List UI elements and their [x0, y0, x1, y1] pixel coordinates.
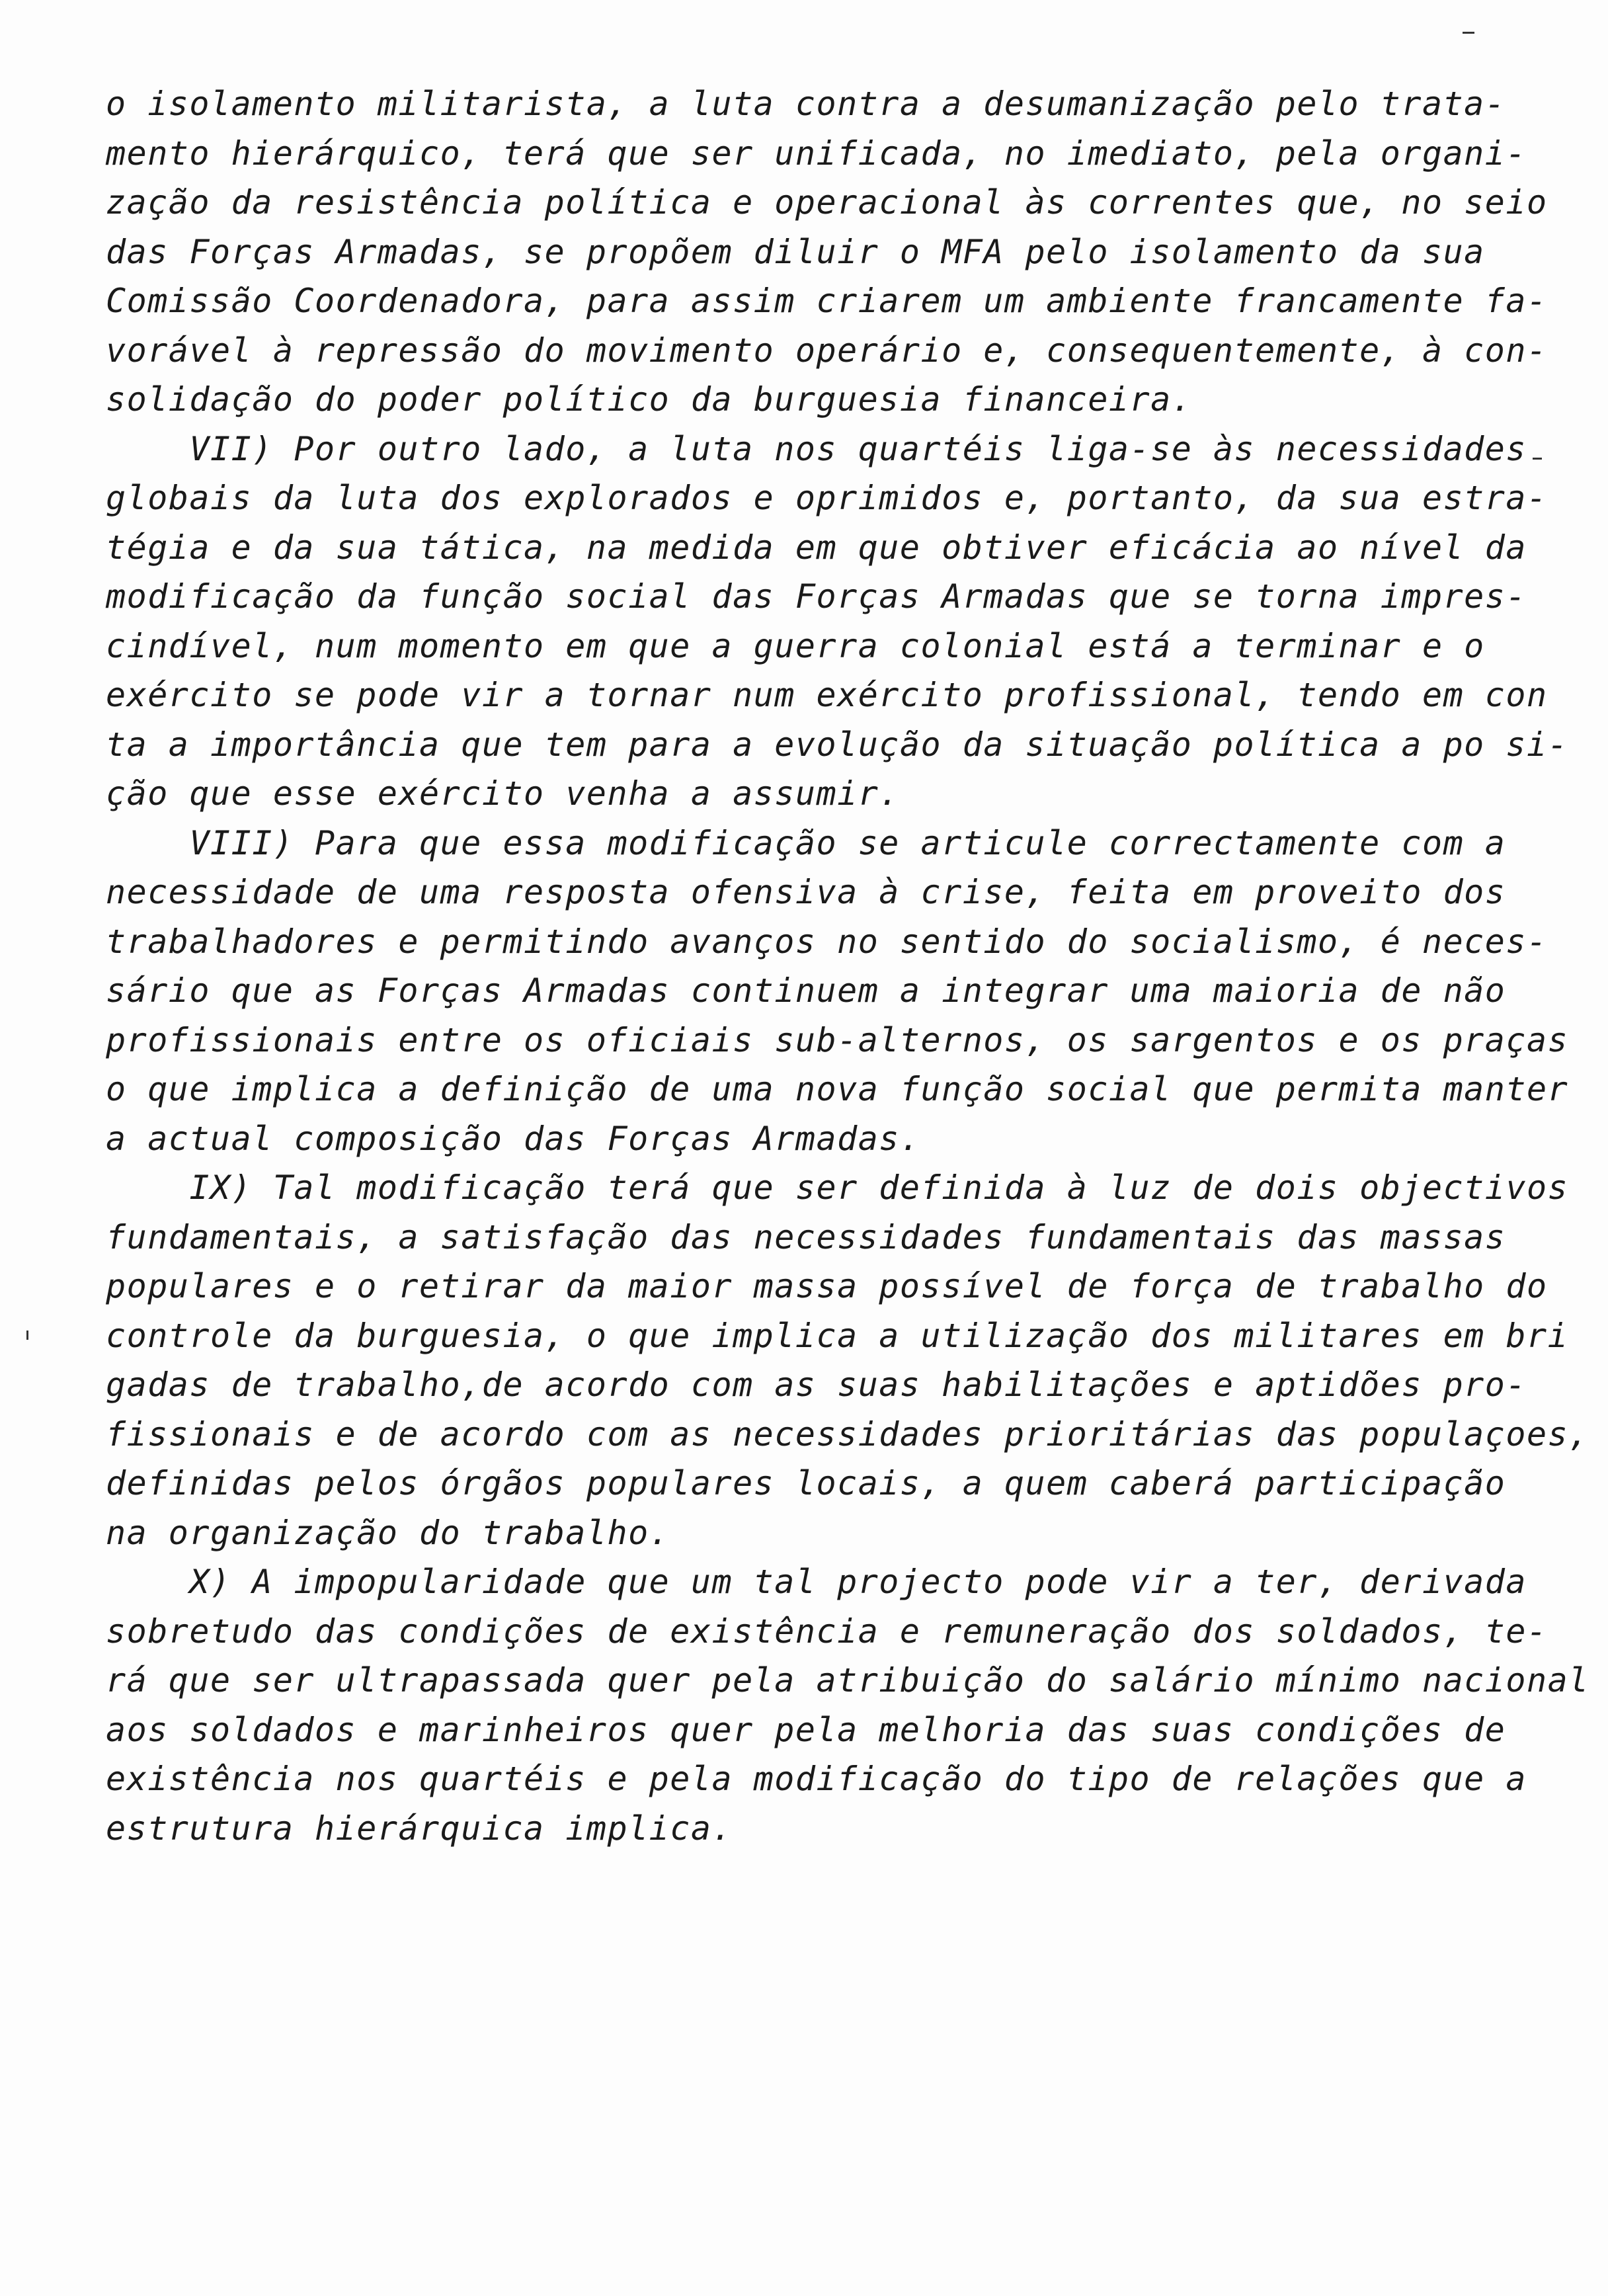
text-line: sobretudo das condições de existência e remuneração dos soldados, te-	[106, 1612, 1548, 1651]
margin-mark	[1533, 458, 1542, 460]
text-line: cindível, num momento em que a guerra colonial está a terminar e o	[106, 626, 1485, 665]
text-line: globais da luta dos explorados e oprimidos e, portanto, da sua estra-	[106, 479, 1548, 517]
text-line: a actual composição das Forças Armadas.	[106, 1119, 921, 1158]
text-line: ção que esse exército venha a assumir.	[106, 774, 900, 813]
text-line: controle da burguesia, o que implica a utilização dos militares em bri	[106, 1316, 1569, 1355]
text-line: na organização do trabalho.	[106, 1513, 670, 1552]
text-line: exército se pode vir a tornar num exército profissional, tendo em con	[106, 676, 1548, 714]
text-line: o isolamento militarista, a luta contra a desumanização pelo trata-	[106, 85, 1506, 123]
text-line: fissionais e de acordo com as necessidades prioritárias das populaçoes,	[106, 1414, 1589, 1454]
text-line: necessidade de uma resposta ofensiva à crise, feita em proveito dos	[106, 873, 1506, 911]
text-line: trabalhadores e permitindo avanços no sentido do socialismo, é neces-	[106, 922, 1548, 961]
text-line: modificação da função social das Forças Armadas que se torna impres-	[106, 577, 1527, 616]
text-line: o que implica a definição de uma nova função social que permita manter	[106, 1070, 1569, 1108]
text-line: existência nos quartéis e pela modificação do tipo de relações que a	[106, 1760, 1527, 1798]
text-line: vorável à repressão do movimento operário e, consequentemente, à con-	[106, 331, 1548, 370]
text-line: solidação do poder político da burguesia financeira.	[106, 380, 1193, 419]
paragraph-ix-start: IX) Tal modificação terá que ser definida à luz de dois objectivos	[106, 1168, 1569, 1207]
paragraph-x-start: X) A impopularidade que um tal projecto pode vir a ter, derivada	[106, 1563, 1527, 1601]
paragraph-viii-start: VIII) Para que essa modificação se articule correctamente com a	[106, 823, 1506, 862]
text-line: fundamentais, a satisfação das necessidades fundamentais das massas	[106, 1217, 1506, 1256]
margin-mark	[26, 1331, 28, 1340]
text-line: definidas pelos órgãos populares locais, a quem caberá participação	[106, 1464, 1506, 1502]
text-line: rá que ser ultrapassada quer pela atribuição do salário mínimo nacional	[106, 1661, 1589, 1700]
text-line: Comissão Coordenadora, para assim criarem um ambiente francamente fa-	[106, 282, 1548, 320]
text-line: aos soldados e marinheiros quer pela melhoria das suas condições de	[106, 1710, 1506, 1749]
text-line: gadas de trabalho,de acordo com as suas habilitações e aptidões pro-	[106, 1366, 1527, 1404]
text-line: populares e o retirar da maior massa possível de força de trabalho do	[106, 1267, 1548, 1305]
typewritten-text	[106, 79, 1589, 1853]
margin-mark	[1463, 32, 1474, 34]
text-line: profissionais entre os oficiais sub-alternos, os sargentos e os praças	[106, 1020, 1569, 1059]
text-line: ta a importância que tem para a evolução da situação política a po si-	[106, 725, 1569, 764]
paragraph-vii-start: VII) Por outro lado, a luta nos quartéis liga-se às necessidades	[106, 429, 1527, 468]
text-line: zação da resistência política e operacional às correntes que, no seio	[106, 183, 1548, 222]
text-line: das Forças Armadas, se propõem diluir o MFA pelo isolamento da sua	[106, 232, 1485, 271]
text-line: mento hierárquico, terá que ser unificada, no imediato, pela organi-	[106, 134, 1527, 173]
text-line: estrutura hierárquica implica.	[106, 1809, 733, 1848]
text-line: sário que as Forças Armadas continuem a integrar uma maioria de não	[106, 971, 1506, 1010]
text-line: tégia e da sua tática, na medida em que obtiver eficácia ao nível da	[106, 528, 1527, 567]
